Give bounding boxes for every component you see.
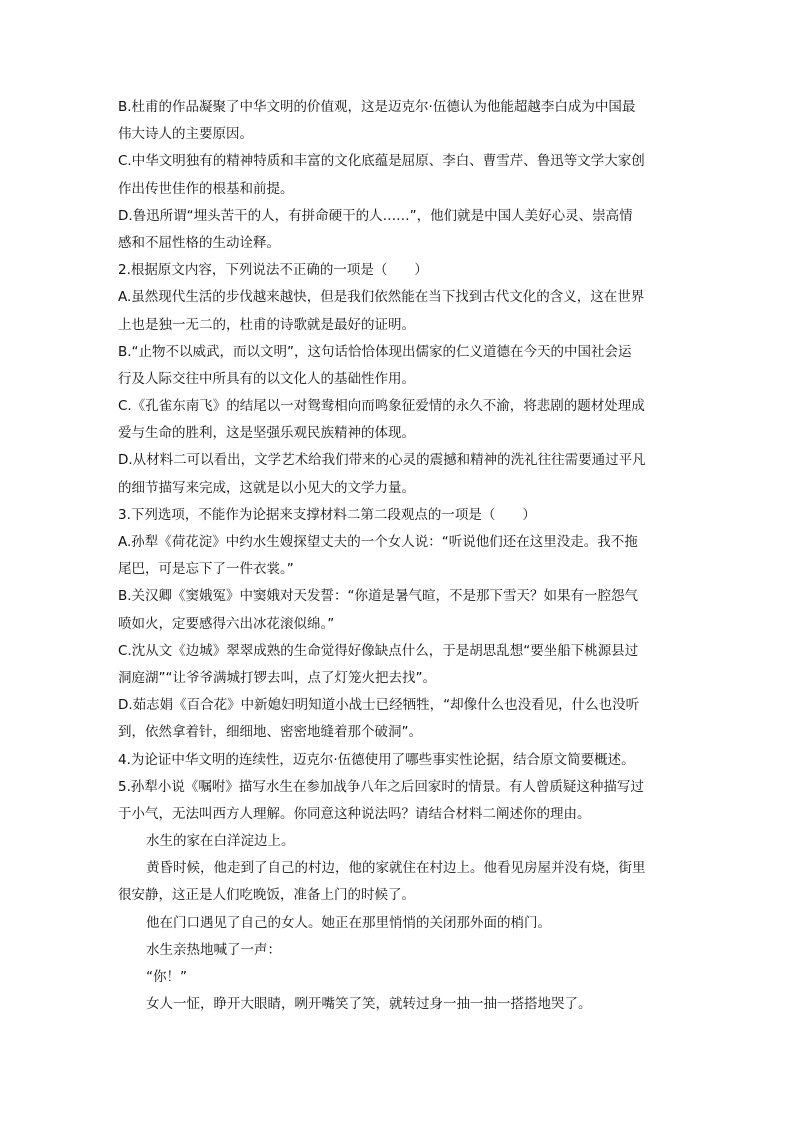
text-line: 洞庭湖”“让爷爷满城打锣去叫，点了灯笼火把去找”。: [118, 669, 436, 686]
text-line: B.“止物不以威武，而以文明”，这句话恰恰体现出儒家的仁义道德在今天的中国社会运: [118, 343, 632, 360]
text-line: 于小气，无法叫西方人理解。你同意这种说法吗？请结合材料二阐述你的理由。: [118, 805, 591, 822]
text-line: 2.根据原文内容，下列说法不正确的一项是（ ）: [118, 262, 428, 279]
text-line: 水生亲热地喊了一声：: [146, 941, 281, 958]
text-line: 上也是独一无二的，杜甫的诗歌就是最好的证明。: [118, 316, 415, 333]
text-line: B.关汉卿《窦娥冤》中窦娥对天发誓：“你道是暑气暄，不是那下雪天？如果有一腔怨气: [118, 588, 639, 605]
text-line: 作出传世佳作的根基和前提。: [118, 180, 294, 197]
document-body: [118, 94, 678, 1018]
text-line: D.从材料二可以看出，文学艺术给我们带来的心灵的震撼和精神的洗礼往往需要通过平凡: [118, 452, 646, 469]
text-line: 黄昏时候，他走到了自己的村边，他的家就住在村边上。他看见房屋并没有烧，街里: [146, 860, 646, 877]
text-line: D.茹志娟《百合花》中新媳妇明知道小战士已经牺牲，“却像什么也没看见，什么也没听: [118, 697, 640, 714]
text-line: 喷如火，定要感得六出冰花滚似绵。”: [118, 615, 335, 632]
text-line: C.《孔雀东南飞》的结尾以一对鸳鸯相向而鸣象征爱情的永久不渝，将悲剧的题材处理成: [118, 398, 645, 415]
text-line: 爱与生命的胜利，这是坚强乐观民族精神的体现。: [118, 425, 415, 442]
text-line: D.鲁迅所谓“埋头苦干的人，有拼命硬干的人……”，他们就是中国人美好心灵、崇高情: [118, 207, 633, 224]
text-line: 尾巴，可是忘下了一件衣裳。”: [118, 561, 294, 578]
text-line: 女人一怔，睁开大眼睛，咧开嘴笑了笑，就转过身一抽一抽一搭搭地哭了。: [146, 996, 592, 1013]
text-line: C.中华文明独有的精神特质和丰富的文化底蕴是屈原、李白、曹雪芹、鲁迅等文学大家创: [118, 153, 645, 170]
text-line: 到，依然拿着针，细细地、密密地缝着那个破洞”。: [118, 724, 422, 741]
text-line: C.沈从文《边城》翠翠成熟的生命觉得好像缺点什么，于是胡思乱想“要坐船下桃源县过: [118, 642, 639, 659]
text-line: 很安静，这正是人们吃晚饭，准备上门的时候了。: [118, 887, 415, 904]
text-line: 4.为论证中华文明的连续性，迈克尔·伍德使用了哪些事实性论据，结合原文简要概述。: [118, 751, 635, 768]
text-line: 水生的家在白洋淀边上。: [146, 833, 295, 850]
text-line: 的细节描写来完成，这就是以小见大的文学力量。: [118, 479, 415, 496]
text-line: 感和不屈性格的生动诠释。: [118, 234, 280, 251]
text-line: 行及人际交往中所具有的以文化人的基础性作用。: [118, 370, 415, 387]
text-line: A.虽然现代生活的步伐越来越快，但是我们依然能在当下找到古代文化的含义，这在世界: [118, 289, 645, 306]
text-line: A.孙犁《荷花淀》中约水生嫂探望丈夫的一个女人说：“听说他们还在这里没走。我不拖: [118, 534, 638, 550]
text-line: “你！”: [146, 969, 187, 985]
text-line: 伟大诗人的主要原因。: [118, 126, 253, 143]
text-line: 3.下列选项，不能作为论据来支撑材料二第二段观点的一项是（ ）: [118, 506, 536, 523]
text-line: 他在门口遇见了自己的女人。她正在那里悄悄的关闭那外面的梢门。: [146, 914, 551, 931]
text-line: B.杜甫的作品凝聚了中华文明的价值观，这是迈克尔·伍德认为他能超越李白成为中国最: [118, 99, 636, 115]
text-line: 5.孙犁小说《嘱咐》描写水生在参加战争八年之后回家时的情景。有人曾质疑这种描写过: [118, 778, 644, 795]
